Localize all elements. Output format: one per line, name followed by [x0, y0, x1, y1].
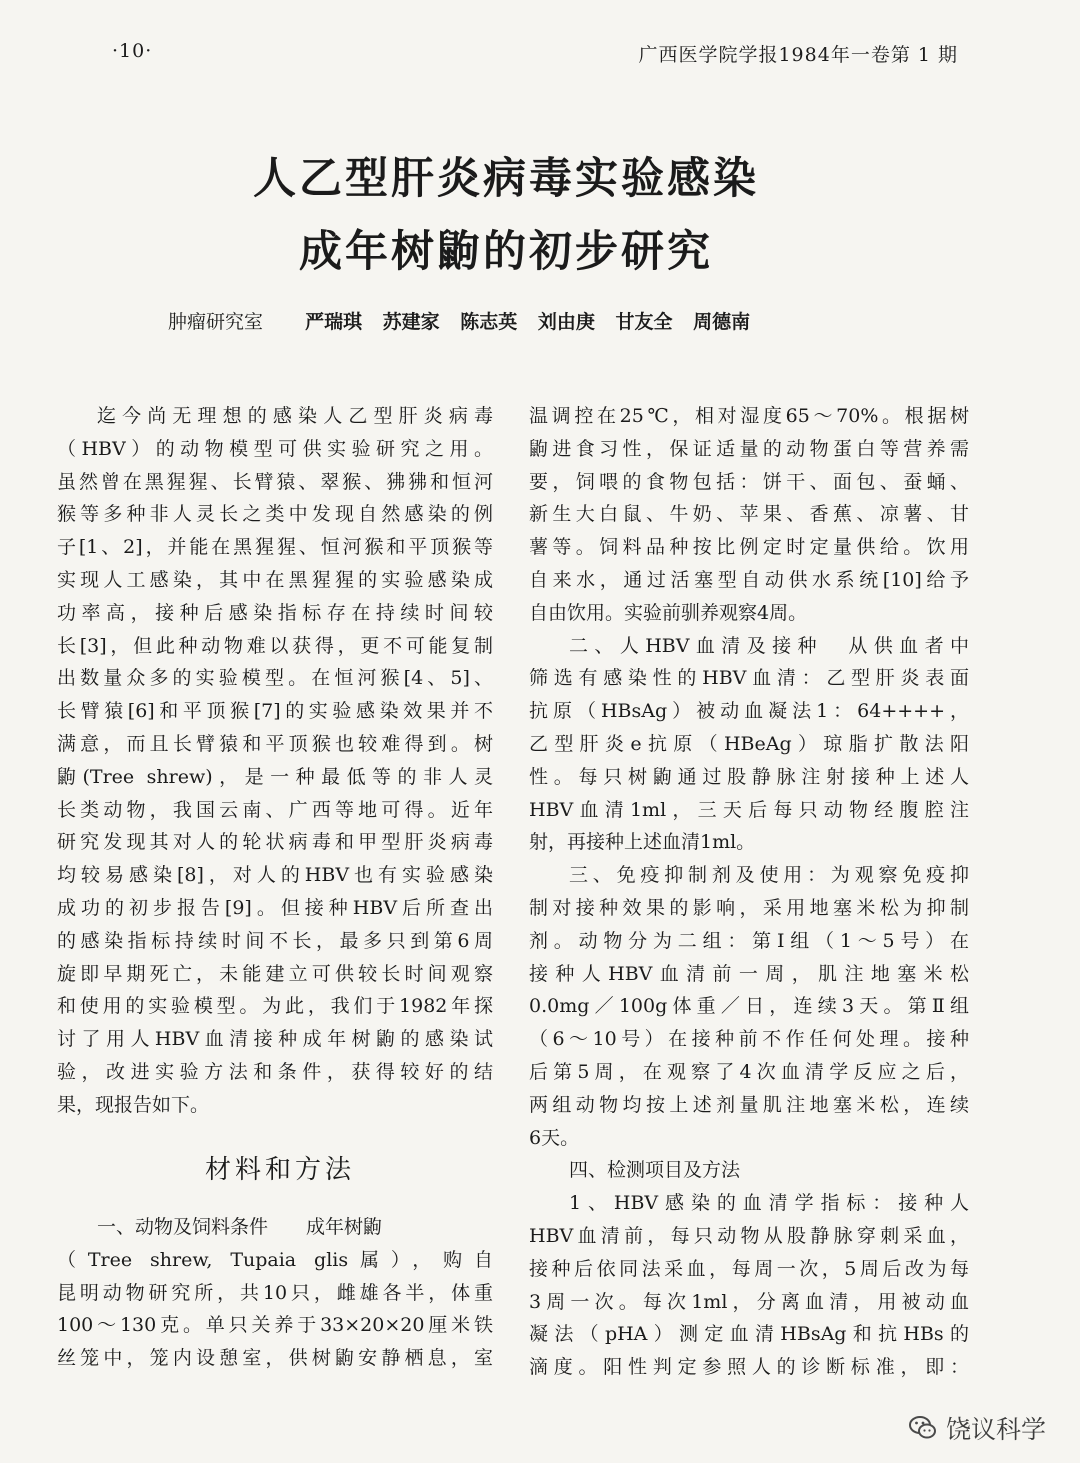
text-line: 果，现报告如下。 — [57, 1093, 210, 1116]
text-line: 后第5周，在观察了4次血清学反应之后， — [529, 1060, 969, 1083]
text-line: 实现人工感染，其中在黑猩猩的实验感染成 — [57, 568, 493, 591]
text-line: 两组动物均按上述剂量肌注地塞米松，连续 — [529, 1093, 969, 1116]
text-line: 制对接种效果的影响，采用地塞米松为抑制 — [529, 896, 969, 919]
text-line: 讨了用人HBV血清接种成年树鼩的感染试 — [57, 1028, 493, 1051]
text-line: 鼩(Tree shrew)，是一种最低等的非人灵 — [57, 765, 493, 788]
text-line: 出数量众多的实验模型。在恒河猴[4、5]、 — [57, 667, 493, 690]
text-line: 三、免疫抑制剂及使用：为观察免疫抑 — [569, 864, 969, 887]
text-line: 满意，而且长臂猿和平顶猴也较难得到。树 — [57, 732, 493, 755]
text-line: 温调控在25℃，相对湿度65～70%。根据树 — [529, 405, 969, 427]
text-line: 长臂猿[6]和平顶猴[7]的实验感染效果并不 — [57, 700, 493, 723]
text-line: 新生大白鼠、牛奶、苹果、香蕉、凉薯、甘 — [529, 503, 969, 526]
watermark-text: 饶议科学 — [945, 1415, 1046, 1444]
text-line: 100～130克。单只关养于33×20×20厘米铁 — [57, 1314, 493, 1337]
text-line: 的感染指标持续时间不长，最多只到第6周 — [57, 929, 493, 952]
right-column — [529, 400, 969, 1384]
title-line-2: 成年树鼩的初步研究 — [299, 227, 713, 277]
text-line: 3周一次。每次1ml，分离血清，用被动血 — [529, 1290, 969, 1313]
text-line: 乙型肝炎e抗原（HBeAg）琼脂扩散法阳 — [529, 732, 969, 755]
text-line: 1、HBV感染的血清学指标：接种人 — [569, 1192, 969, 1215]
left-column-bottom — [57, 1211, 493, 1375]
text-line: 二、人HBV血清及接种 从供血者中 — [569, 634, 969, 657]
journal-header: 广西医学院学报1984年一卷第 1 期 — [638, 44, 958, 66]
text-line: 验，改进实验方法和条件，获得较好的结 — [57, 1060, 493, 1083]
text-line: 昆明动物研究所，共10只，雌雄各半，体重 — [57, 1281, 493, 1304]
text-line: （HBV）的动物模型可供实验研究之用。 — [57, 437, 493, 460]
text-line: 要，饲喂的食物包括：饼干、面包、蚕蛹、 — [529, 470, 969, 493]
left-column — [57, 400, 493, 1122]
text-line: 虽然曾在黑猩猩、长臂猿、翠猴、狒狒和恒河 — [57, 470, 493, 493]
section-heading: 材料和方法 — [205, 1155, 356, 1185]
text-line: 长类动物，我国云南、广西等地可得。近年 — [57, 798, 493, 821]
author-line — [168, 307, 750, 334]
text-line: 猴等多种非人灵长之类中发现自然感染的例 — [57, 503, 493, 526]
affiliation: 肿瘤研究室 — [168, 311, 264, 333]
text-line: 接种人HBV血清前一周，肌注地塞米松 — [529, 962, 969, 985]
text-line: 抗原（HBsAg）被动血凝法1：64++++， — [529, 700, 969, 723]
text-line: 接种后依同法采血，每周一次，5周后改为每 — [529, 1257, 969, 1280]
text-line: 成功的初步报告[9]。但接种HBV后所查出 — [57, 896, 493, 919]
text-line: HBV血清前，每只动物从股静脉穿刺采血， — [529, 1224, 969, 1247]
watermark — [908, 1410, 1046, 1446]
text-line: 旋即早期死亡，未能建立可供较长时间观察 — [57, 962, 493, 985]
text-line: 长[3]，但此种动物难以获得，更不可能复制 — [57, 634, 493, 657]
author-names: 严瑞琪 苏建家 陈志英 刘由庚 甘友全 周德南 — [305, 311, 751, 333]
title-line-1: 人乙型肝炎病毒实验感染 — [253, 154, 759, 204]
text-line: 迄今尚无理想的感染人乙型肝炎病毒 — [97, 405, 493, 427]
text-line: 滴度。阳性判定参照人的诊断标准，即： — [529, 1356, 969, 1379]
text-line: 鼩进食习性，保证适量的动物蛋白等营养需 — [529, 437, 969, 460]
text-line: （6～10号）在接种前不作任何处理。接种 — [529, 1028, 969, 1051]
text-line: 均较易感染[8]，对人的HBV也有实验感染 — [57, 864, 493, 887]
text-line: 研究发现其对人的轮状病毒和甲型肝炎病毒 — [57, 831, 493, 854]
text-line: 0.0mg／100g体重／日，连续3天。第Ⅱ组 — [529, 995, 969, 1018]
text-line: 自由饮用。实验前驯养观察4周。 — [529, 601, 808, 624]
text-line: 功率高，接种后感染指标存在持续时间较 — [57, 601, 493, 624]
text-line: 丝笼中，笼内设憩室，供树鼩安静栖息，室 — [57, 1347, 493, 1370]
text-line: 6天。 — [529, 1126, 580, 1149]
text-line: 子[1、2]，并能在黑猩猩、恒河猴和平顶猴等 — [57, 536, 493, 559]
text-line: 剂。动物分为二组：第Ⅰ组（1～5号）在 — [529, 929, 969, 952]
text-line: 一、动物及饲料条件 成年树鼩 — [97, 1216, 383, 1238]
text-line: 凝法（pHA）测定血清HBsAg和抗HBs的 — [529, 1323, 969, 1346]
text-line: 自来水，通过活塞型自动供水系统[10]给予 — [529, 568, 969, 591]
page-number: ·10· — [112, 40, 153, 62]
text-line: 性。每只树鼩通过股静脉注射接种上述人 — [529, 765, 969, 788]
text-line: 筛选有感染性的HBV血清：乙型肝炎表面 — [529, 667, 969, 690]
text-line: 薯等。饲料品种按比例定时定量供给。饮用 — [529, 536, 969, 559]
wechat-icon — [908, 1413, 938, 1443]
text-line: 射，再接种上述血清1ml。 — [529, 831, 756, 854]
text-line: 四、检测项目及方法 — [569, 1159, 741, 1182]
text-line: （Tree shrew, Tupaia glis属），购自 — [57, 1248, 493, 1271]
text-line: HBV血清1ml，三天后每只动物经腹腔注 — [529, 798, 969, 821]
text-line: 和使用的实验模型。为此，我们于1982年探 — [57, 995, 493, 1018]
